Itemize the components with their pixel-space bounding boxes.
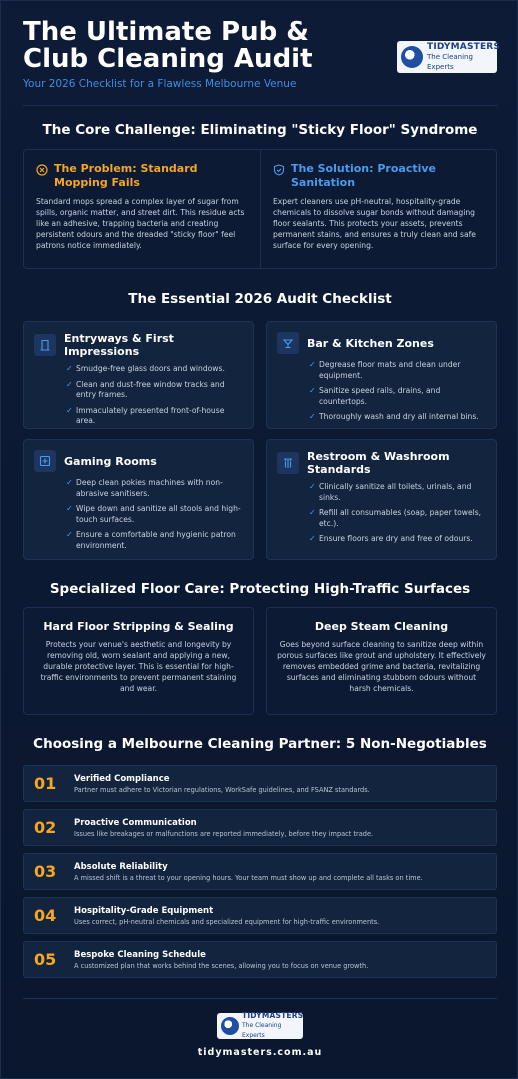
floor-care-heading: Specialized Floor Care: Protecting High-Traffic Surfaces (49, 581, 471, 597)
check-icon: ✓ (66, 478, 73, 487)
check-icon: ✓ (309, 412, 316, 421)
solution-title: The Solution: Proactive Sanitation (291, 162, 436, 189)
item-description: Issues like breakages or malfunctions are reported immediately, before they impact trade. (74, 829, 374, 838)
check-icon: ✓ (66, 530, 73, 539)
card-checklist (277, 360, 486, 423)
partner-item (23, 897, 497, 934)
problem-body: Standard mops spread a complex layer of sugar from spills, organic matter, and street dirt. This residue acts like an adhesive, trapping bacteria and creating persistent odours and the dreaded "sticky floor" feel patrons notice immediately. (36, 197, 245, 250)
problem-column (24, 150, 260, 268)
checklist-card-entryways (23, 321, 254, 429)
item-number: 04 (34, 906, 57, 925)
item-description: Partner must adhere to Victorian regulations, WorkSafe guidelines, and FSANZ standards. (74, 785, 370, 794)
check-icon: ✓ (66, 504, 73, 513)
check-icon: ✓ (66, 364, 73, 373)
glass-icon (277, 332, 299, 354)
problem-title: The Problem: Standard Mopping Fails (54, 162, 198, 189)
floor-card-stripping (23, 607, 254, 715)
partner-item (23, 941, 497, 978)
checklist-heading: The Essential 2026 Audit Checklist (128, 291, 392, 307)
list-item: ✓ Ensure a comfortable and hygienic patron environment. (66, 530, 236, 550)
floor-card-title: Deep Steam Cleaning (314, 620, 449, 633)
checklist-card-restroom (266, 439, 497, 560)
card-title: Bar & Kitchen Zones (307, 336, 434, 350)
list-item: ✓ Immaculately presented front-of-house area. (66, 405, 225, 425)
shield-check-icon (273, 164, 285, 176)
restroom-icon (277, 452, 299, 474)
list-item: ✓ Ensure floors are dry and free of odours. (309, 534, 473, 543)
card-title: Gaming Rooms (64, 454, 157, 468)
item-title: Verified Compliance (74, 773, 170, 784)
list-item: ✓ Clinically sanitize all toilets, urinals, and sinks. (309, 482, 472, 502)
card-title: Restroom & Washroom Standards (307, 450, 450, 476)
divider (23, 998, 497, 999)
check-icon: ✓ (309, 534, 316, 543)
card-checklist (34, 364, 243, 427)
logo-mark-icon (401, 46, 423, 68)
logo-mark-icon (221, 1017, 239, 1035)
floor-card-body: Protects your venue's aesthetic and longevity by removing old, worn sealant and applying a new, durable protective layer. This is essential for high-traffic environments to prevent permanent staining and wear. (40, 640, 237, 693)
item-title: Bespoke Cleaning Schedule (74, 949, 206, 960)
check-icon: ✓ (66, 405, 73, 415)
check-icon: ✓ (309, 386, 316, 395)
footer-logo[interactable] (217, 1013, 303, 1039)
partner-item (23, 765, 497, 802)
check-icon: ✓ (66, 379, 73, 389)
solution-body: Expert cleaners use pH-neutral, hospitality-grade chemicals to dissolve sugar bonds without damaging floor sealants. This protects your assets, prevents permanent stains, and ensures a truly clean and safe surface for every opening. (273, 197, 476, 250)
item-number: 03 (34, 862, 57, 881)
header (23, 17, 501, 105)
list-item: ✓ Deep clean pokies machines with non-abrasive sanitisers. (66, 478, 223, 498)
item-description: A customized plan that works behind the scenes, allowing you to focus on venue growth. (74, 961, 369, 970)
list-item: ✓ Sanitize speed rails, drains, and countertops. (309, 386, 441, 406)
logo-tagline: The Cleaning Experts (242, 1022, 282, 1039)
website-link[interactable]: tidymasters.com.au (197, 1047, 323, 1058)
list-item: ✓ Smudge-free glass doors and windows. (66, 364, 225, 373)
check-icon: ✓ (309, 360, 316, 369)
item-description: A missed shift is a threat to your opening hours. Your team must show up and complete all tasks on time. (74, 873, 423, 882)
floor-card-body: Goes beyond surface cleaning to sanitize deep within porous surfaces like grout and upholstery. It effectively removes embedded grime and bacteria, revitalizing surfaces and eliminating stubborn odours without harsh chemicals. (277, 640, 486, 693)
page-subtitle: Your 2026 Checklist for a Flawless Melbourne Venue (23, 78, 297, 90)
floor-card-title: Hard Floor Stripping & Sealing (43, 620, 234, 633)
item-title: Proactive Communication (74, 817, 197, 828)
list-item: ✓ Wipe down and sanitize all stools and high-touch surfaces. (66, 504, 241, 524)
page-title: The Ultimate Pub & Club Cleaning Audit (23, 17, 313, 74)
divider (23, 105, 497, 106)
card-checklist (277, 482, 486, 545)
x-circle-icon (36, 164, 48, 176)
checklist-card-bar-kitchen (266, 321, 497, 429)
list-item: ✓ Refill all consumables (soap, paper towels, etc.). (309, 508, 482, 528)
item-title: Hospitality-Grade Equipment (74, 905, 214, 916)
partner-item (23, 853, 497, 890)
check-icon: ✓ (309, 482, 316, 491)
challenge-heading: The Core Challenge: Eliminating "Sticky Floor" Syndrome (42, 122, 478, 138)
item-title: Absolute Reliability (74, 861, 168, 872)
logo-name: TIDYMASTERS (427, 42, 501, 52)
item-number: 01 (34, 774, 57, 793)
partner-heading: Choosing a Melbourne Cleaning Partner: 5 Non-Negotiables (33, 736, 487, 752)
brand-logo (397, 41, 501, 73)
floor-card-steam (266, 607, 497, 715)
door-icon (34, 334, 56, 356)
item-number: 02 (34, 818, 57, 837)
partner-item (23, 809, 497, 846)
logo-name: TIDYMASTERS (242, 1011, 304, 1020)
list-item: ✓ Degrease floor mats and clean under equipment. (309, 360, 461, 380)
solution-column (260, 150, 496, 268)
logo-tagline: The Cleaning Experts (427, 53, 473, 71)
item-description: Uses correct, pH-neutral chemicals and specialized equipment for high-traffic environments. (74, 917, 380, 926)
check-icon: ✓ (309, 508, 316, 517)
challenge-panel (23, 149, 497, 269)
card-checklist (34, 478, 243, 551)
item-number: 05 (34, 950, 57, 969)
card-title: Entryways & First Impressions (64, 332, 174, 358)
gaming-icon (34, 450, 56, 472)
list-item: ✓ Thoroughly wash and dry all internal bins. (309, 412, 479, 421)
checklist-card-gaming (23, 439, 254, 560)
list-item: ✓ Clean and dust-free window tracks and entry frames. (66, 379, 225, 399)
